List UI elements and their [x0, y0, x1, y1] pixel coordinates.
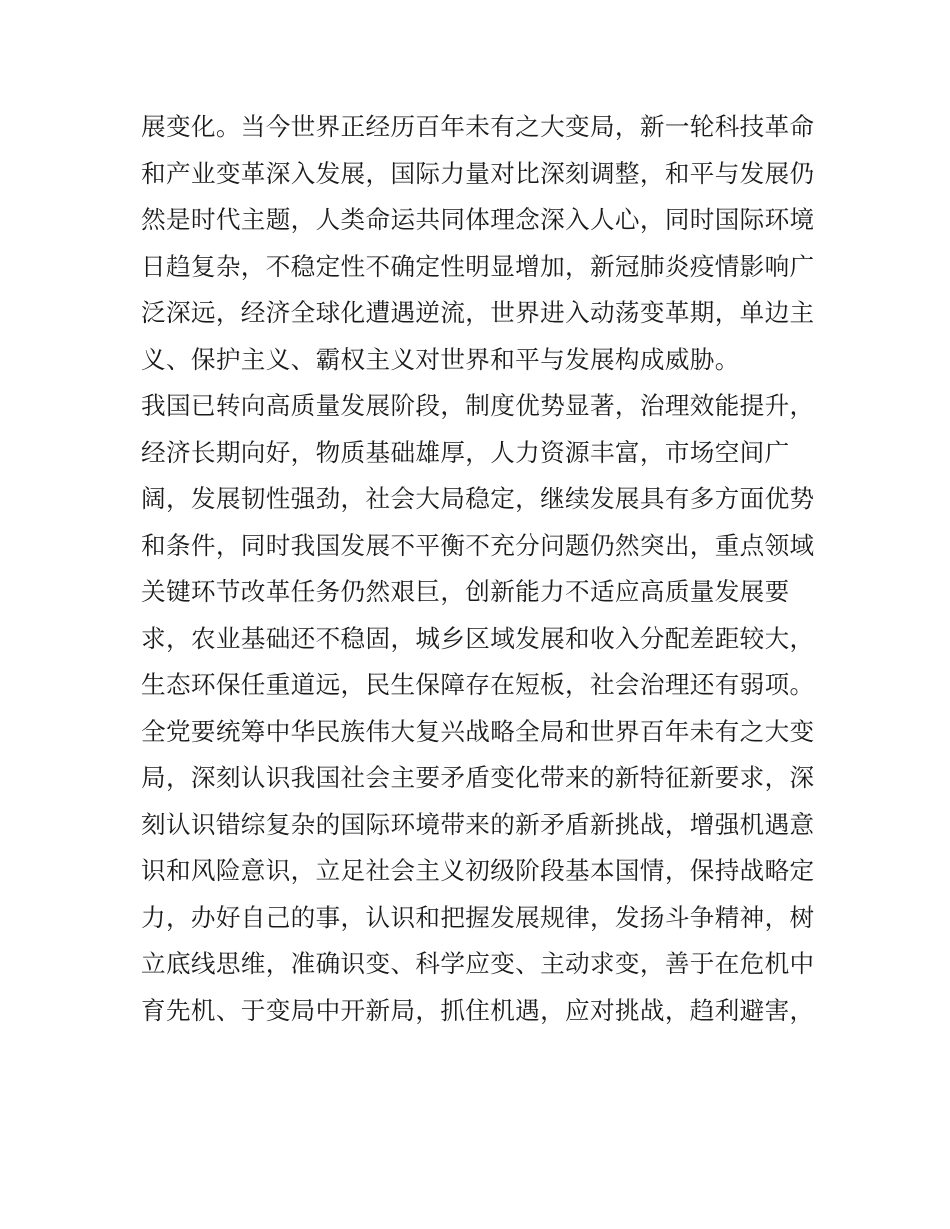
text-line: 育先机、于变局中开新局，抓住机遇，应对挑战，趋利避害， — [141, 995, 815, 1025]
text-line: 和产业变革深入发展，国际力量对比深刻调整，和平与发展仍 — [141, 158, 815, 188]
document-body — [141, 104, 821, 1034]
text-line: 立底线思维，准确识变、科学应变、主动求变，善于在危机中 — [141, 949, 815, 978]
text-line: 全党要统筹中华民族伟大复兴战略全局和世界百年未有之大变 — [141, 716, 815, 746]
text-line: 我国已转向高质量发展阶段，制度优势显著，治理效能提升， — [141, 391, 815, 420]
text-line: 局，深刻认识我国社会主要矛盾变化带来的新特征新要求，深 — [141, 763, 815, 792]
text-line: 展变化。当今世界正经历百年未有之大变局，新一轮科技革命 — [141, 112, 815, 141]
text-line: 求，农业基础还不稳固，城乡区域发展和收入分配差距较大， — [141, 623, 815, 653]
text-line: 刻认识错综复杂的国际环境带来的新矛盾新挑战，增强机遇意 — [141, 809, 815, 839]
text-line: 泛深远，经济全球化遭遇逆流，世界进入动荡变革期，单边主 — [141, 298, 815, 327]
text-line: 然是时代主题，人类命运共同体理念深入人心，同时国际环境 — [141, 205, 815, 234]
text-line: 阔，发展韧性强劲，社会大局稳定，继续发展具有多方面优势 — [141, 484, 815, 513]
text-line: 生态环保任重道远，民生保障存在短板，社会治理还有弱项。 — [141, 670, 815, 699]
text-line: 和条件，同时我国发展不平衡不充分问题仍然突出，重点领域 — [141, 530, 815, 560]
text-line: 关键环节改革任务仍然艰巨，创新能力不适应高质量发展要 — [141, 577, 790, 606]
text-line: 义、保护主义、霸权主义对世界和平与发展构成威胁。 — [141, 344, 740, 374]
text-line: 力，办好自己的事，认识和把握发展规律，发扬斗争精神，树 — [141, 902, 815, 932]
text-line: 经济长期向好，物质基础雄厚，人力资源丰富，市场空间广 — [141, 437, 790, 467]
text-line: 识和风险意识，立足社会主义初级阶段基本国情，保持战略定 — [141, 856, 815, 885]
text-line: 日趋复杂，不稳定性不确定性明显增加，新冠肺炎疫情影响广 — [141, 251, 815, 281]
